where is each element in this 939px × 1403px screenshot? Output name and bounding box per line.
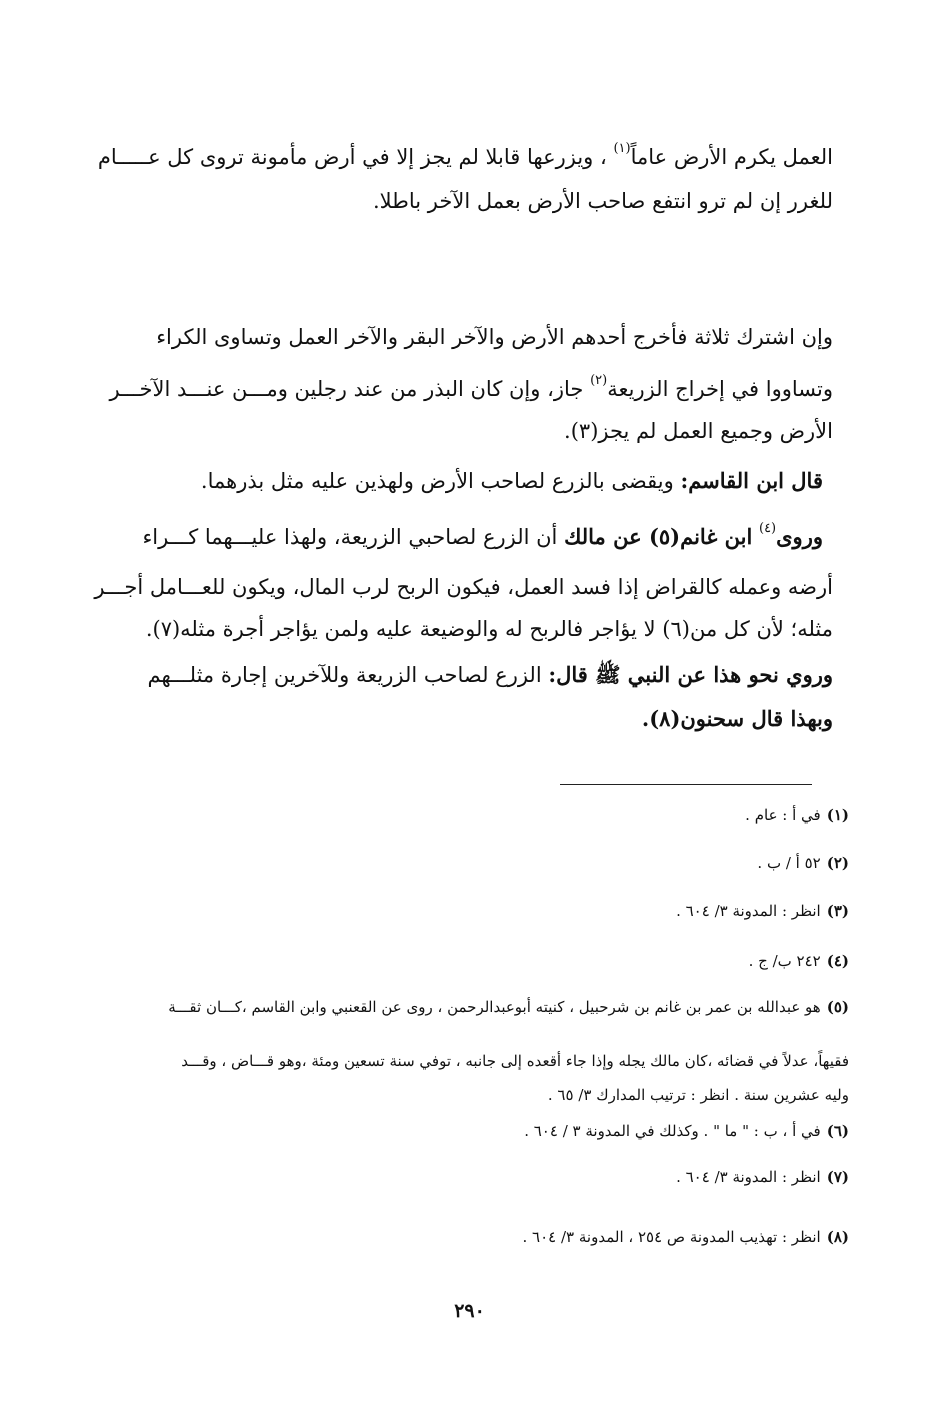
footnote-number: (٣) xyxy=(826,902,849,920)
footnote-number: (٤) xyxy=(826,952,849,970)
footnote-text: ٢٤٢ ب/ ج . xyxy=(748,952,821,970)
paragraph-3-line-1 xyxy=(201,466,823,496)
footnote-4 xyxy=(749,950,849,972)
footnote-1 xyxy=(745,804,849,826)
text: أن الزرع لصاحبي الزريعة، ولهذا عليـــهما كـــراء xyxy=(142,525,558,549)
footnote-text: في أ ، ب : " ما " . وكذلك في المدونة ٣ / ٦٠٤ . xyxy=(524,1122,821,1140)
footnote-text: فقيهاً، عدلاً في قضائه ،كان مالك يجله وإذا جاء أقعده إلى جانبه ، توفي سنة تسعين ومئة ،وهو قـــاض ، وقـــد xyxy=(181,1052,849,1070)
text: الزرع لصاحب الزريعة وللآخرين إجارة مثلـــهم xyxy=(147,663,542,687)
text: وروي نحو هذا عن النبي ﷺ قال: xyxy=(548,662,833,687)
footnote-8 xyxy=(522,1226,849,1248)
footnote-number: (٢) xyxy=(826,854,849,872)
text: جاز، وإن كان البذر من عند رجلين ومـــن عنـــد الآخـــر xyxy=(109,377,584,401)
narrator: ابن غانم(٥) عن مالك xyxy=(564,524,753,549)
footnote-text: انظر : تهذيب المدونة ص ٢٥٤ ، المدونة ٣/ ٦٠٤ . xyxy=(522,1228,821,1246)
paragraph-1-line-2: للغرر إن لم ترو انتفع صاحب الأرض بعمل الآخر باطلا. xyxy=(372,189,833,213)
footnote-ref-2: (٢) xyxy=(590,373,608,388)
footnote-number: (٥) xyxy=(826,998,849,1016)
footnote-number: (٦) xyxy=(826,1122,849,1140)
footnote-6 xyxy=(524,1120,849,1142)
footnote-number: (٨) xyxy=(826,1228,849,1246)
speaker: قال ابن القاسم: xyxy=(680,468,823,493)
paragraph-5-line-2: وبهذا قال سحنون(٨). xyxy=(641,706,833,731)
paragraph-1-line-1 xyxy=(98,142,833,176)
text: ويقضى بالزرع لصاحب الأرض ولهذين عليه مثل بذرهما. xyxy=(200,469,674,493)
footnote-5-line-3 xyxy=(548,1084,849,1106)
text: العمل يكرم الأرض عاماً xyxy=(630,145,833,169)
paragraph-4-line-3: مثله؛ لأن كل من(٦) لا يؤاجر فالربح له والوضيعة عليه ولمن يؤاجر أجرة مثله(٧). xyxy=(145,617,833,641)
footnote-7 xyxy=(676,1166,849,1188)
paragraph-2-line-3: الأرض وجميع العمل لم يجز(٣). xyxy=(564,419,833,443)
paragraph-2-line-1: وإن اشترك ثلاثة فأخرج أحدهم الأرض والآخر البقر والآخر العمل وتساوى الكراء xyxy=(156,325,833,349)
footnote-text: في أ : عام . xyxy=(745,806,821,824)
paragraph-4-line-2: أرضه وعمله كالقراض إذا فسد العمل، فيكون الربح لرب المال، ويكون للعـــامل أجـــر xyxy=(94,575,833,599)
footnote-text: هو عبدالله بن عمر بن غانم بن شرحبيل ، كنيته أبوعبدالرحمن ، روى عن القعنبي وابن القاسم ،كـــان ثقـــة xyxy=(168,998,821,1016)
footnote-text: ٥٢ أ / ب . xyxy=(757,854,821,872)
paragraph-4-line-1 xyxy=(142,522,823,556)
text: وتساووا في إخراج الزريعة xyxy=(607,377,833,401)
footnote-5-line-1 xyxy=(168,996,849,1018)
footnote-text: انظر : المدونة ٣/ ٦٠٤ . xyxy=(676,902,821,920)
footnote-number: (١) xyxy=(826,806,849,824)
paragraph-5-line-1 xyxy=(148,660,834,690)
footnote-text: وليه عشرين سنة . انظر : ترتيب المدارك ٣/ ٦٥ . xyxy=(547,1086,849,1104)
footnote-ref-1: (١) xyxy=(613,141,631,156)
footnote-ref-4: (٤) xyxy=(758,521,777,536)
paragraph-2-line-2 xyxy=(110,374,834,408)
text: ، ويزرعها قابلا لم يجز إلا في أرض مأمونة تروى كل عـــــام xyxy=(97,145,607,169)
page-number: ٢٩٠ xyxy=(454,1300,485,1322)
footnote-5-line-2 xyxy=(181,1050,849,1072)
footnote-2 xyxy=(757,852,849,874)
text: وروى xyxy=(776,524,823,549)
footnote-3 xyxy=(676,900,849,922)
footnote-text: انظر : المدونة ٣/ ٦٠٤ . xyxy=(676,1168,821,1186)
footnote-separator xyxy=(560,784,812,785)
footnote-number: (٧) xyxy=(826,1168,849,1186)
